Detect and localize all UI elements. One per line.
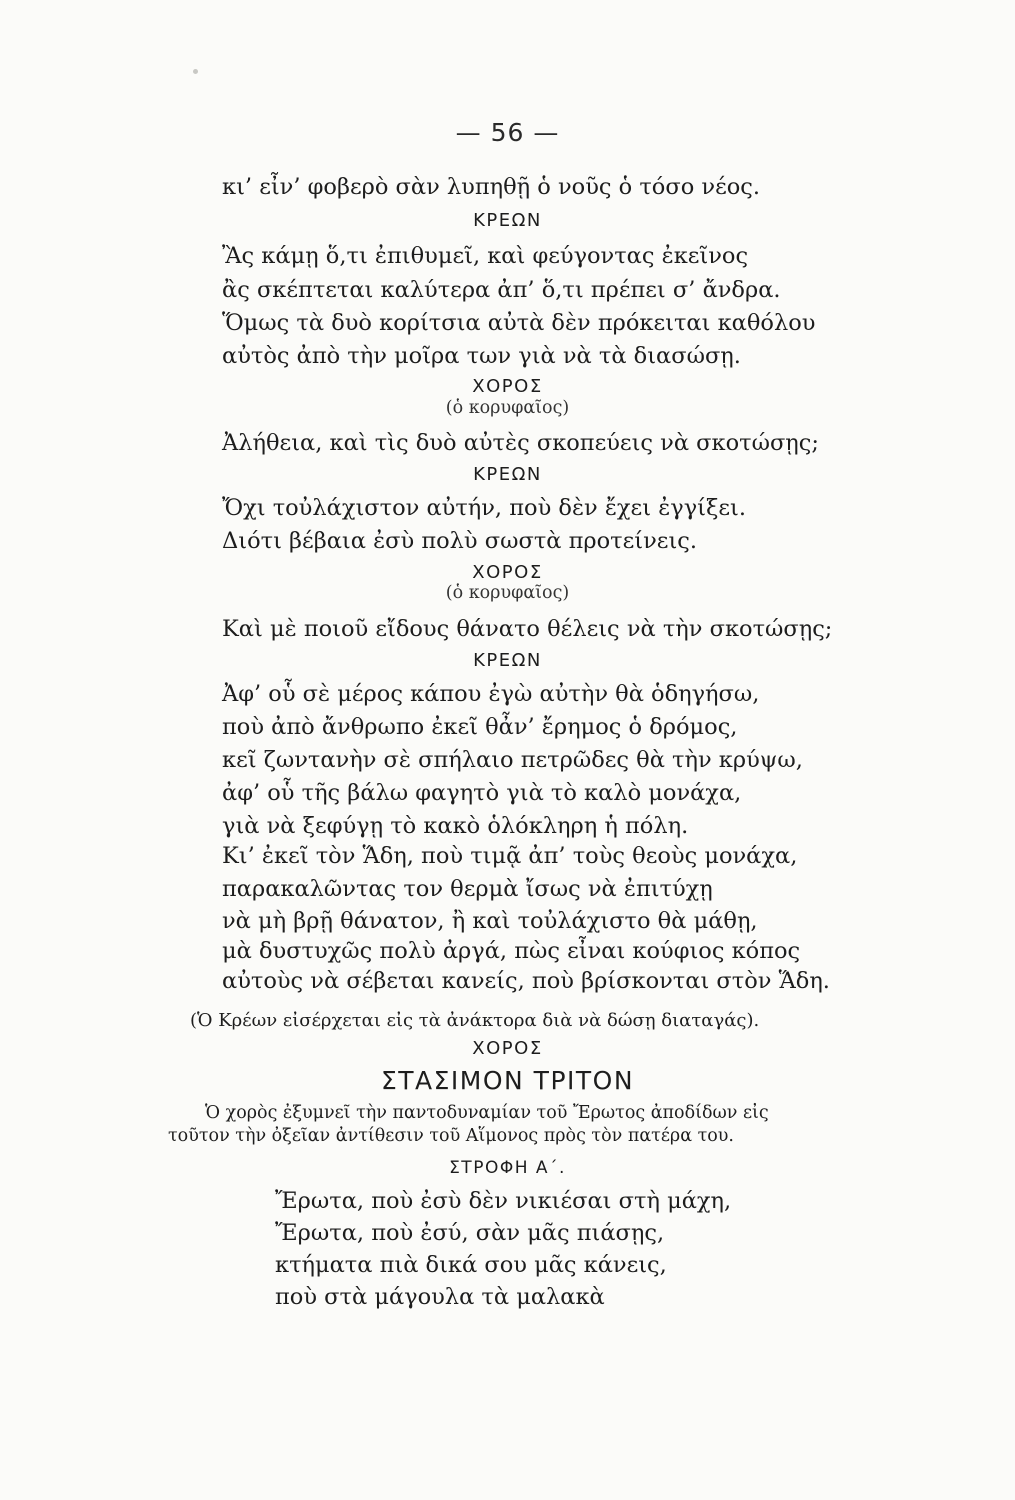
- text-line: μὰ δυστυχῶς πολὺ ἀργά, πὼς εἶναι κούφιος κόπος: [222, 938, 801, 964]
- text-line: γιὰ νὰ ξεφύγῃ τὸ κακὸ ὁλόκληρη ἡ πόλη.: [222, 813, 689, 839]
- verse-line: Ἔρωτα, ποὺ ἐσύ, σὰν μᾶς πιάσῃς,: [275, 1220, 665, 1246]
- strophe-label: ΣΤΡΟΦΗ Α΄.: [449, 1158, 566, 1178]
- speaker-label: ΧΟΡΟΣ: [472, 562, 543, 583]
- text-line: Ἀλήθεια, καὶ τὶς δυὸ αὐτὲς σκοπεύεις νὰ σκοτώσῃς;: [222, 430, 819, 456]
- text-line: αὐτοὺς νὰ σέβεται κανείς, ποὺ βρίσκονται στὸν Ἅδη.: [222, 968, 830, 994]
- text-line: Ὅμως τὰ δυὸ κορίτσια αὐτὰ δὲν πρόκειται καθόλου: [222, 310, 816, 336]
- section-heading: ΣΤΑΣΙΜΟΝ ΤΡΙΤΟΝ: [380, 1066, 635, 1095]
- verse-line: Ἔρωτα, ποὺ ἐσὺ δὲν νικιέσαι στὴ μάχη,: [275, 1188, 732, 1214]
- speaker-label: ΚΡΕΩΝ: [473, 210, 542, 231]
- speaker-label: ΧΟΡΟΣ: [472, 376, 543, 397]
- text-line: Ἂς κάμῃ ὅ,τι ἐπιθυμεῖ, καὶ φεύγοντας ἐκεῖνος: [222, 243, 749, 269]
- text-line: Διότι βέβαια ἐσὺ πολὺ σωστὰ προτείνεις.: [222, 528, 698, 554]
- text-line: παρακαλῶντας τον θερμὰ ἴσως νὰ ἐπιτύχῃ: [222, 876, 713, 902]
- text-line: Καὶ μὲ ποιοῦ εἴδους θάνατο θέλεις νὰ τὴν σκοτώσῃς;: [222, 616, 833, 642]
- stage-direction: (Ὁ Κρέων εἰσέρχεται εἰς τὰ ἀνάκτορα διὰ νὰ δώσῃ διαταγάς).: [190, 1010, 760, 1031]
- text-line: ποὺ ἀπὸ ἄνθρωπο ἐκεῖ θἆν’ ἔρημος ὁ δρόμος,: [222, 714, 738, 740]
- page-number: — 56 —: [455, 118, 560, 147]
- speaker-note: (ὁ κορυφαῖος): [445, 398, 570, 418]
- verse-line: ποὺ στὰ μάγουλα τὰ μαλακὰ: [275, 1284, 605, 1310]
- speaker-label: ΚΡΕΩΝ: [473, 650, 542, 671]
- speaker-label: ΚΡΕΩΝ: [473, 464, 542, 485]
- text-line: Κι’ ἐκεῖ τὸν Ἅδη, ποὺ τιμᾷ ἀπ’ τοὺς θεοὺς μονάχα,: [222, 843, 798, 869]
- text-line: ἂς σκέπτεται καλύτερα ἀπ’ ὅ,τι πρέπει σ’ ἄνδρα.: [222, 277, 781, 303]
- speaker-note: (ὁ κορυφαῖος): [445, 583, 570, 603]
- verse-line: κτήματα πιὰ δικά σου μᾶς κάνεις,: [275, 1252, 667, 1278]
- summary-line: Ὁ χορὸς ἐξυμνεῖ τὴν παντοδυναμίαν τοῦ Ἔρωτος ἀποδίδων εἰς: [205, 1103, 769, 1123]
- paper-speck: [193, 69, 198, 74]
- text-line: αὐτὸς ἀπὸ τὴν μοῖρα των γιὰ νὰ τὰ διασώσῃ.: [222, 343, 741, 369]
- text-line: Ὄχι τοὐλάχιστον αὐτήν, ποὺ δὲν ἔχει ἐγγίξει.: [222, 495, 747, 521]
- chorus-label: ΧΟΡΟΣ: [472, 1038, 543, 1059]
- text-line: κι’ εἶν’ φοβερὸ σὰν λυπηθῇ ὁ νοῦς ὁ τόσο νέος.: [222, 174, 761, 200]
- text-line: ἀφ’ οὗ τῆς βάλω φαγητὸ γιὰ τὸ καλὸ μονάχα,: [222, 780, 742, 806]
- text-line: Ἀφ’ οὗ σὲ μέρος κάπου ἐγὼ αὐτὴν θὰ ὁδηγήσω,: [222, 681, 760, 707]
- text-line: κεῖ ζωντανὴν σὲ σπήλαιο πετρῶδες θὰ τὴν κρύψω,: [222, 747, 803, 773]
- summary-line: τοῦτον τὴν ὀξεῖαν ἀντίθεσιν τοῦ Αἵμονος πρὸς τὸν πατέρα του.: [168, 1126, 734, 1146]
- text-line: νὰ μὴ βρῇ θάνατον, ἢ καὶ τοὐλάχιστο θὰ μάθῃ,: [222, 908, 758, 934]
